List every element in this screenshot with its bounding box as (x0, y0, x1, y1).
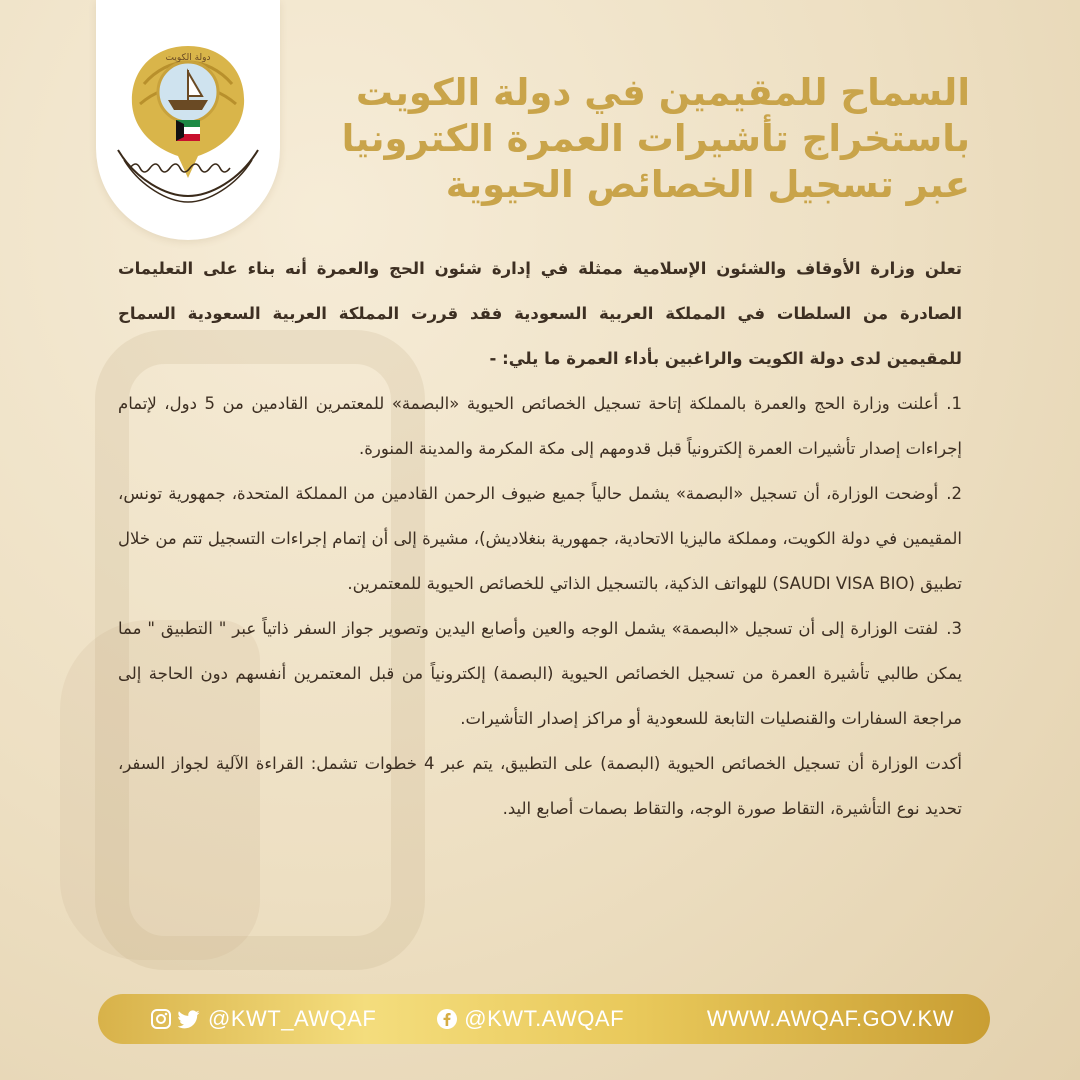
footer-facebook[interactable] (436, 1006, 624, 1032)
logo-arc-text: دولة الكويت (165, 53, 211, 63)
list-item-3-number: 3. (946, 619, 962, 638)
facebook-handle[interactable]: @KWT.AWQAF (464, 1006, 625, 1031)
title-line-3: عبر تسجيل الخصائص الحيوية (445, 163, 970, 206)
instagram-twitter-handle[interactable]: @KWT_AWQAF (208, 1006, 377, 1031)
list-item-2-number: 2. (946, 484, 962, 503)
kuwait-emblem-logo (96, 0, 280, 240)
list-item-2 (118, 471, 962, 606)
website-link[interactable]: WWW.AWQAF.GOV.KW (706, 1006, 954, 1031)
twitter-icon[interactable] (178, 1008, 202, 1030)
announcement-title (330, 70, 970, 208)
list-item-3 (118, 606, 962, 741)
title-line-2: باستخراج تأشيرات العمرة الكترونيا (341, 117, 970, 160)
list-item-3-text: لفتت الوزارة إلى أن تسجيل «البصمة» يشمل الوجه والعين وأصابع اليدين وتصوير جواز السفر ذاتياً عبر " التطبيق " مما يمكن طالبي تأشيرة العمرة من تسجيل الخصائص الحيوية (البصمة) إلكترونياً من قبل المعتمرين أنفسهم دون الحاجة إلى مراجعة السفارات والقنصليات التابعة للسعودية أو مراكز إصدار التأشيرات. (118, 619, 962, 728)
list-item-1-number: 1. (946, 394, 963, 413)
footer-instagram-twitter[interactable] (150, 1006, 376, 1032)
list-item-1-text: أعلنت وزارة الحج والعمرة بالمملكة إتاحة تسجيل الخصائص الحيوية «البصمة» للمعتمرين القادمين من 5 دول، لإتمام إجراءات إصدار تأشيرات العمرة إلكترونياً قبل قدومهم إلى مكة المكرمة والمدينة المنورة. (118, 394, 962, 458)
list-item-2-text: أوضحت الوزارة، أن تسجيل «البصمة» يشمل حالياً جميع ضيوف الرحمن القادمين من المملكة المتحدة، جمهورية تونس، المقيمين في دولة الكويت، ومملكة ماليزيا الاتحادية، جمهورية بنغلاديش)، مشيرة إلى أن إتمام إجراءات التسجيل تتم من خلال تطبيق (SAUDI VISA BIO) للهواتف الذكية، بالتسجيل الذاتي للخصائص الحيوية للمعتمرين. (118, 484, 962, 593)
title-line-1: السماح للمقيمين في دولة الكويت (355, 71, 970, 114)
announcement-body (118, 246, 962, 831)
intro-paragraph: تعلن وزارة الأوقاف والشئون الإسلامية ممثلة في إدارة شئون الحج والعمرة أنه بناء على التعليمات الصادرة من السلطات في المملكة العربية السعودية فقد قررت المملكة العربية السعودية السماح للمقيمين لدى دولة الكويت والراغبين بأداء العمرة ما يلي: - (118, 259, 962, 368)
list-item-1 (118, 381, 962, 471)
facebook-icon[interactable] (436, 1008, 458, 1030)
footer-social-bar (98, 994, 990, 1044)
ministry-logo-badge (96, 0, 280, 240)
closing-paragraph: أكدت الوزارة أن تسجيل الخصائص الحيوية (البصمة) على التطبيق، يتم عبر 4 خطوات تشمل: القراءة الآلية لجواز السفر، تحديد نوع التأشيرة، التقاط صورة الوجه، والتقاط بصمات أصابع اليد. (118, 754, 963, 818)
instagram-icon[interactable] (150, 1008, 172, 1030)
